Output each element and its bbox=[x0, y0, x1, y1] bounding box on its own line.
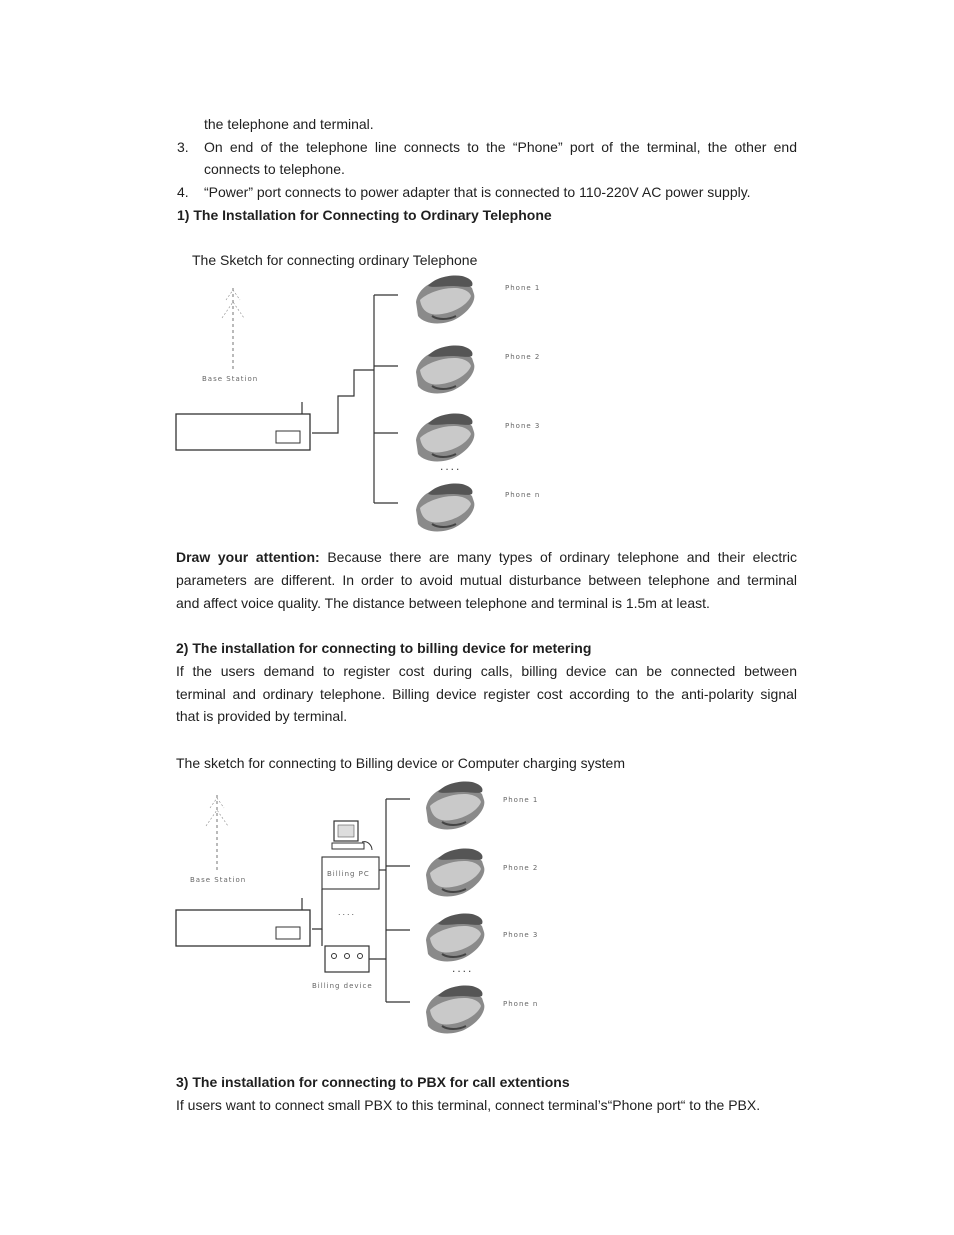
billing-pc-icon bbox=[332, 821, 372, 850]
step-3-line-2: connects to telephone. bbox=[204, 161, 345, 177]
billing-device-label: Billing device bbox=[312, 982, 373, 990]
phone-label: Phone 1 bbox=[503, 796, 539, 804]
step-3-line-1: On end of the telephone line connects to the “Phone” port of the terminal, the other end bbox=[204, 139, 797, 155]
intro-line: the telephone and terminal. bbox=[204, 116, 374, 132]
phone-label: Phone 1 bbox=[505, 284, 541, 292]
telephone-icon bbox=[426, 781, 484, 829]
attention-text: Because there are many types of ordinary telephone and their electric bbox=[319, 549, 797, 565]
ellipsis-dots: .... bbox=[440, 459, 462, 473]
telephone-icon bbox=[426, 913, 484, 961]
phone-label: Phone n bbox=[503, 1000, 539, 1008]
base-station-label: Base Station bbox=[202, 375, 259, 383]
telephone-icon bbox=[416, 483, 474, 531]
section-2-line-3: that is provided by terminal. bbox=[176, 708, 348, 724]
attention-label: Draw your attention: bbox=[176, 549, 320, 565]
phone-label: Phone n bbox=[505, 491, 541, 499]
sketch-2-title: The sketch for connecting to Billing device or Computer charging system bbox=[176, 755, 625, 771]
section-2-heading: 2) The installation for connecting to billing device for metering bbox=[176, 640, 592, 656]
base-station-label: Base Station bbox=[190, 876, 247, 884]
section-2-line-2: terminal and ordinary telephone. Billing device register cost according to the anti-polarity signal bbox=[176, 686, 797, 702]
telephone-icon bbox=[416, 275, 474, 323]
diagram-billing-device bbox=[176, 781, 538, 1033]
phone-label: Phone 3 bbox=[503, 931, 539, 939]
ellipsis-dots: .... bbox=[338, 907, 357, 917]
telephone-icon bbox=[426, 848, 484, 896]
phone-line-cable bbox=[312, 370, 374, 433]
attention-line-2: parameters are different. In order to avoid mutual disturbance between telephone and terminal bbox=[176, 572, 797, 588]
ellipsis-dots: .... bbox=[452, 961, 474, 975]
telephone-icon bbox=[416, 345, 474, 393]
diagram-ordinary-telephone bbox=[176, 275, 540, 531]
section-2-line-1: If the users demand to register cost during calls, billing device can be connected between bbox=[176, 663, 797, 679]
telephone-icon bbox=[416, 413, 474, 461]
phone-label: Phone 2 bbox=[503, 864, 539, 872]
step-number: 4. bbox=[177, 184, 189, 200]
terminal-box bbox=[176, 414, 310, 450]
phone-label: Phone 3 bbox=[505, 422, 541, 430]
sketch-1-title: The Sketch for connecting ordinary Telephone bbox=[192, 252, 478, 268]
attention-line-3: and affect voice quality. The distance between telephone and terminal is 1.5m at least. bbox=[176, 595, 710, 611]
phone-label: Phone 2 bbox=[505, 353, 541, 361]
section-1-heading: 1) The Installation for Connecting to Ordinary Telephone bbox=[177, 207, 552, 223]
step-4-text: “Power” port connects to power adapter that is connected to 110-220V AC power supply. bbox=[204, 184, 751, 200]
section-3-line-1: If users want to connect small PBX to this terminal, connect terminal’s“Phone port“ to the PBX. bbox=[176, 1097, 761, 1113]
billing-device-icon bbox=[325, 946, 369, 972]
terminal-box bbox=[176, 910, 310, 946]
billing-pc-label: Billing PC bbox=[327, 870, 370, 878]
section-3-heading: 3) The installation for connecting to PBX for call extentions bbox=[176, 1074, 570, 1090]
step-number: 3. bbox=[177, 139, 189, 155]
telephone-icon bbox=[426, 985, 484, 1033]
